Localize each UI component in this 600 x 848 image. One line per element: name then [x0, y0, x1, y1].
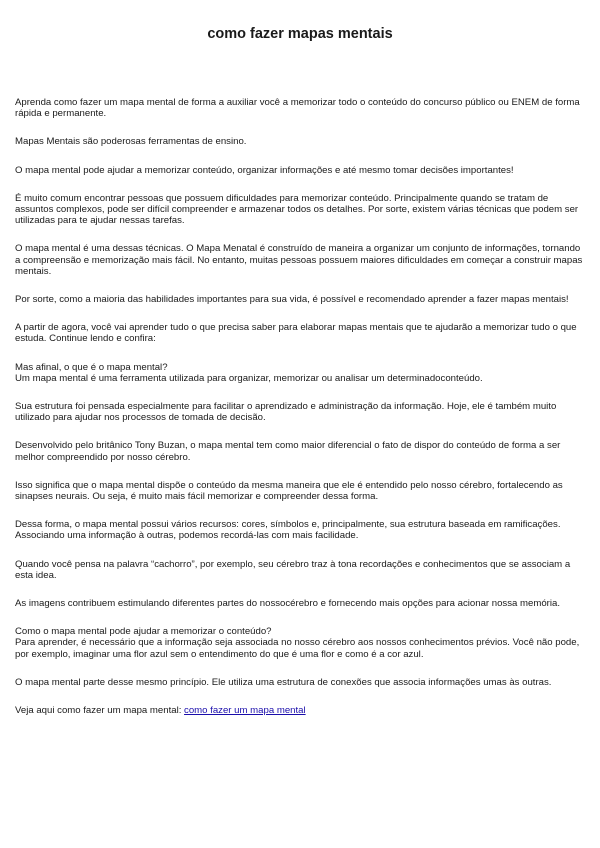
paragraph-intro: Aprenda como fazer um mapa mental de forma a auxiliar você a memorizar todo o conteúdo do concurso público ou ENEM de forma rápida e permanente. — [15, 97, 580, 120]
paragraph-dificuldades: É muito comum encontrar pessoas que possuem dificuldades para memorizar conteúdo. Principalmente quando se tratam de assuntos complexos, pode ser difícil compreender e armazenar todos os detalhes. Por sorte, existem várias técnicas que podem ser utilizadas para te ajudar nessas tarefas. — [15, 192, 579, 227]
paragraph-cachorro: Quando você pensa na palavra “cachorro”, por exemplo, seu cérebro traz à tona recordações e conhecimentos que se associam a esta idea. — [15, 558, 571, 581]
paragraph-principio: O mapa mental parte desse mesmo princípio. Ele utiliza uma estrutura de conexões que associa informações umas às outras. — [15, 676, 552, 688]
paragraph-final — [15, 705, 587, 716]
section-text: Um mapa mental é uma ferramenta utilizada para organizar, memorizar ou analisar um determinadoconteúdo. — [15, 372, 483, 384]
section-heading: Mas afinal, o que é o mapa mental? — [15, 361, 168, 373]
section-text: Para aprender, é necessário que a informação seja associada no nosso cérebro aos nossos conhecimentos prévios. Você não pode, por exemplo, imaginar uma flor azul sem o entendimento do que é uma flor e como é a cor azul. — [15, 637, 580, 660]
final-prefix: Veja aqui como fazer um mapa mental: — [15, 705, 185, 717]
paragraph-continue: A partir de agora, você vai aprender tudo o que precisa saber para elaborar mapas mentais que te ajudarão a memorizar tudo o que estuda. Continue lendo e confira: — [15, 322, 577, 345]
section-heading: Como o mapa mental pode ajudar a memorizar o conteúdo? — [15, 626, 272, 638]
section-how-it-helps — [15, 626, 587, 660]
paragraph-habilidades: Por sorte, como a maioria das habilidades importantes para sua vida, é possível e recomendado aprender a fazer mapas mentais! — [15, 294, 569, 306]
paragraph-ajuda: O mapa mental pode ajudar a memorizar conteúdo, organizar informações e até mesmo tomar decisões importantes! — [15, 164, 514, 176]
paragraph-ferramentas: Mapas Mentais são poderosas ferramentas de ensino. — [15, 136, 247, 148]
paragraph-tecnica: O mapa mental é uma dessas técnicas. O Mapa Menatal é construído de maneira a organizar um conjunto de informações, tornando a compreensão e memorização mais fácil. No entanto, muitas pessoas possuem maiores dificuldades em começar a construir mapas mentais. — [15, 243, 583, 277]
document-body — [15, 97, 587, 733]
paragraph-sinapses: Isso significa que o mapa mental dispõe o conteúdo da mesma maneira que ele é entendido pelo nosso cérebro, fortalecendo as sinapses neurais. Ou seja, é muito mais fácil memorizar e compreender dessa forma. — [15, 479, 563, 503]
mind-map-link[interactable]: como fazer um mapa mental — [184, 705, 306, 717]
section-what-is-mind-map — [15, 362, 587, 384]
paragraph-buzan: Desenvolvido pelo britânico Tony Buzan, o mapa mental tem como maior diferencial o fato de dispor do conteúdo de forma a ser melhor compreendido por nosso cérebro. — [15, 440, 561, 463]
page-title: como fazer mapas mentais — [207, 26, 393, 42]
paragraph-recursos: Dessa forma, o mapa mental possui vários recursos: cores, símbolos e, principalmente, sua estrutura baseada em ramificações. Associando uma informação à outras, podemos recordá-las com mais facilidade. — [15, 519, 561, 542]
paragraph-estrutura: Sua estrutura foi pensada especialmente para facilitar o aprendizado e administração da informação. Hoje, ele é também muito utilizado para ajudar nos processos de tomada de decisão. — [15, 401, 557, 424]
paragraph-imagens: As imagens contribuem estimulando diferentes partes do nossocérebro e fornecendo mais opções para acionar nossa memória. — [15, 598, 561, 610]
